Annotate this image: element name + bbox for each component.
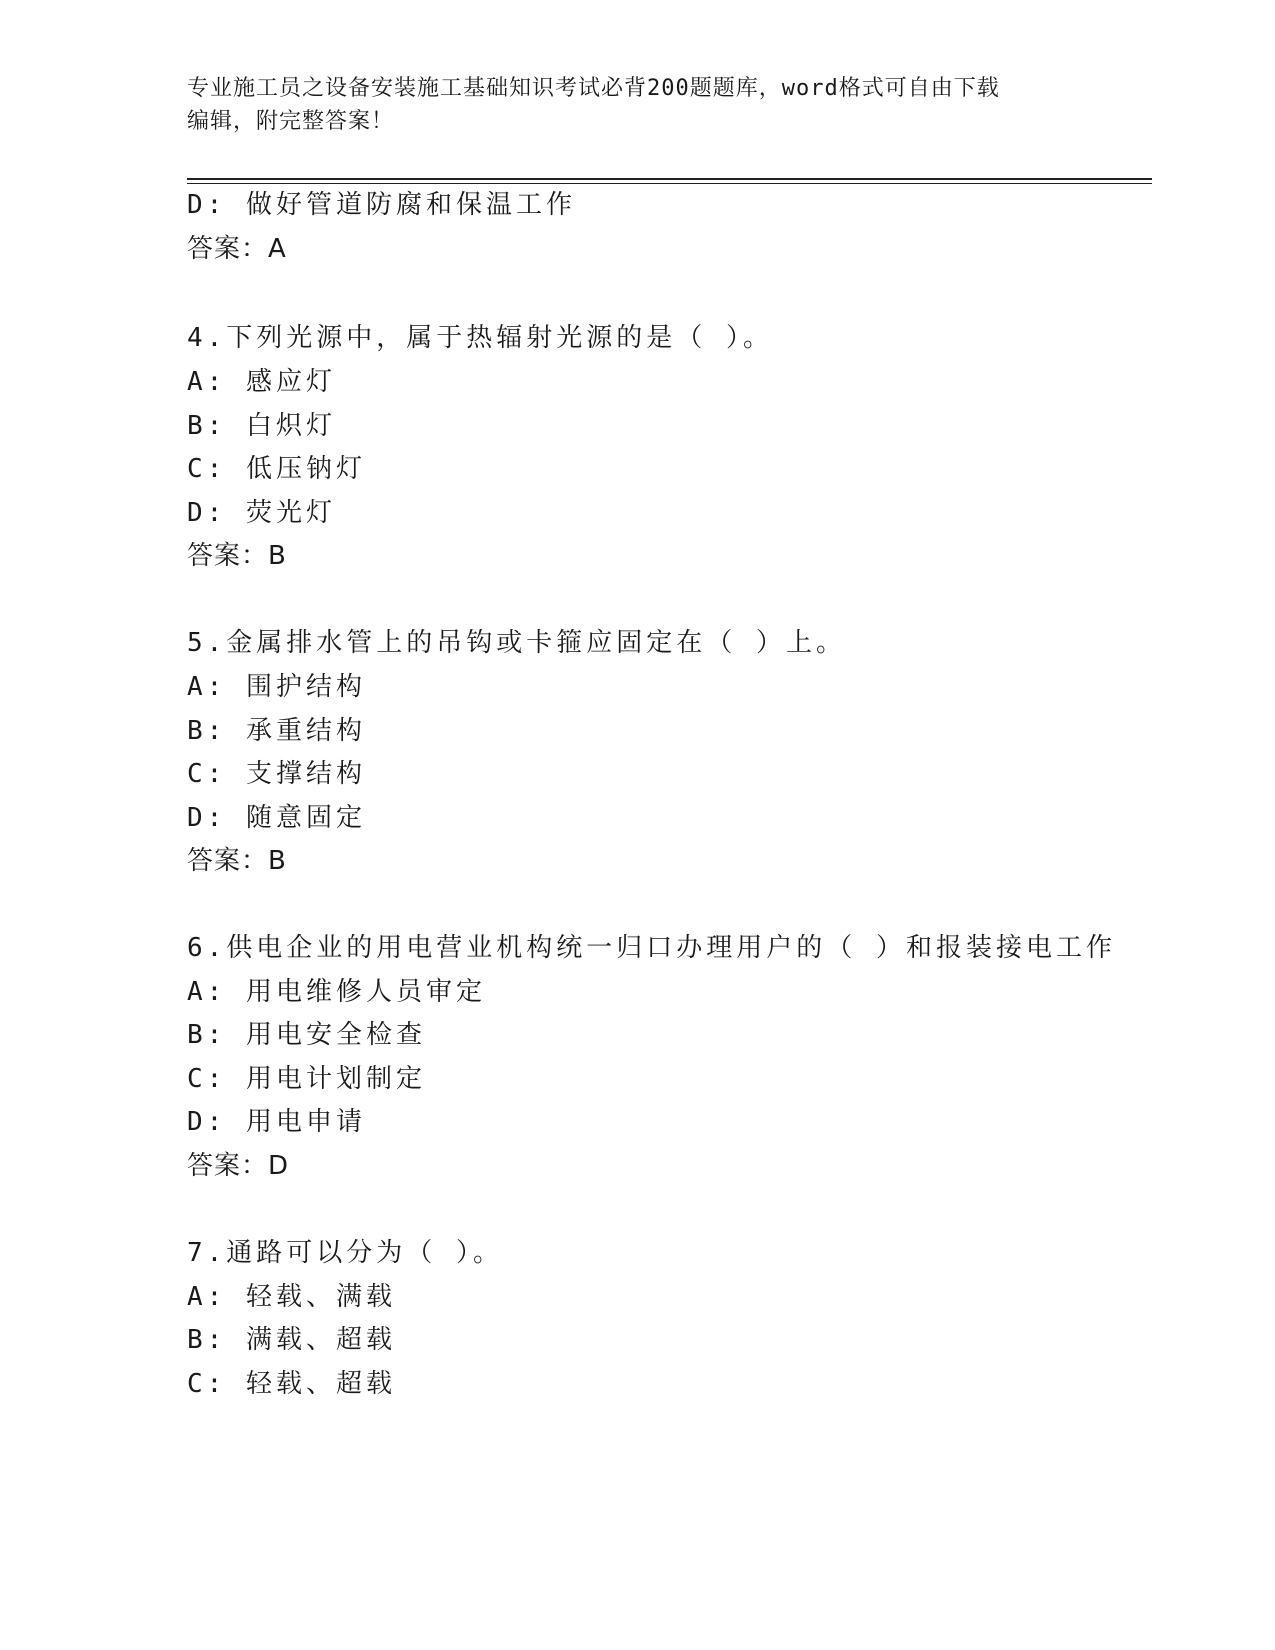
option-d: D: 用电申请 [187, 1107, 366, 1137]
header-line-1: 专业施工员之设备安装施工基础知识考试必背200题题库，word格式可自由下载 [187, 76, 1000, 101]
question-stem: 6.供电企业的用电营业机构统一归口办理用户的（ ）和报装接电工作 [187, 933, 1116, 963]
header-rule-thin [187, 183, 1152, 184]
answer: 答案：B [187, 541, 287, 571]
header-line-2: 编辑，附完整答案！ [187, 109, 395, 134]
carry-option-d: D: 做好管道防腐和保温工作 [187, 190, 576, 220]
document-header [187, 72, 1067, 138]
option-a: A: 围护结构 [187, 672, 366, 702]
option-c: C: 低压钠灯 [187, 454, 366, 484]
option-b: B: 用电安全检查 [187, 1020, 426, 1050]
option-b: B: 承重结构 [187, 716, 366, 746]
option-a: A: 感应灯 [187, 367, 336, 397]
answer: 答案：B [187, 846, 287, 876]
question-stem: 7.通路可以分为（ ）。 [187, 1238, 503, 1268]
option-c: C: 轻载、超载 [187, 1369, 396, 1399]
option-b: B: 白炽灯 [187, 411, 336, 441]
header-rule-thick [187, 178, 1152, 180]
option-a: A: 用电维修人员审定 [187, 977, 486, 1007]
carry-answer: 答案：A [187, 234, 287, 264]
option-d: D: 荧光灯 [187, 498, 336, 528]
question-stem: 5.金属排水管上的吊钩或卡箍应固定在（ ）上。 [187, 628, 846, 658]
option-b: B: 满载、超载 [187, 1325, 396, 1355]
option-c: C: 支撑结构 [187, 759, 366, 789]
question-stem: 4.下列光源中，属于热辐射光源的是（ ）。 [187, 323, 773, 353]
option-d: D: 随意固定 [187, 803, 366, 833]
option-a: A: 轻载、满载 [187, 1282, 396, 1312]
option-c: C: 用电计划制定 [187, 1064, 426, 1094]
answer: 答案：D [187, 1151, 290, 1181]
